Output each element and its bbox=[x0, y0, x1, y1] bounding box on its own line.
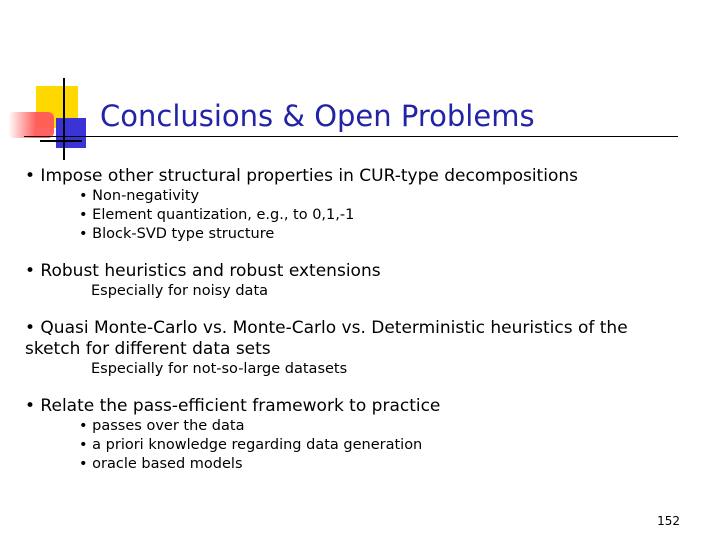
sub-note: Especially for not-so-large datasets bbox=[91, 361, 348, 377]
title-underline bbox=[24, 136, 678, 137]
sub-bullet: • Non-negativity bbox=[79, 188, 200, 204]
sub-bullet: • Block-SVD type structure bbox=[79, 226, 275, 242]
decorative-horizontal-line bbox=[40, 140, 82, 142]
slide-body bbox=[25, 166, 695, 474]
sub-bullet: • a priori knowledge regarding data generation bbox=[79, 437, 423, 453]
bullet-quasi-monte-carlo-cont: sketch for different data sets bbox=[25, 339, 271, 359]
decorative-red-bar bbox=[8, 112, 54, 138]
sub-bullet: • Element quantization, e.g., to 0,1,-1 bbox=[79, 207, 355, 223]
bullet-robust-heuristics: • Robust heuristics and robust extensions bbox=[25, 261, 381, 281]
bullet-quasi-monte-carlo: • Quasi Monte-Carlo vs. Monte-Carlo vs. Deterministic heuristics of the bbox=[25, 318, 628, 338]
slide-title: Conclusions & Open Problems bbox=[100, 99, 535, 133]
bullet-structural-properties: • Impose other structural properties in CUR-type decompositions bbox=[25, 166, 578, 186]
page-number: 152 bbox=[657, 514, 680, 528]
decorative-blue-square bbox=[56, 118, 86, 148]
sub-bullet: • passes over the data bbox=[79, 418, 245, 434]
bullet-pass-efficient: • Relate the pass-efficient framework to practice bbox=[25, 396, 441, 416]
sub-note: Especially for noisy data bbox=[91, 283, 269, 299]
decorative-vertical-line bbox=[63, 78, 65, 160]
sub-bullet: • oracle based models bbox=[79, 456, 243, 472]
